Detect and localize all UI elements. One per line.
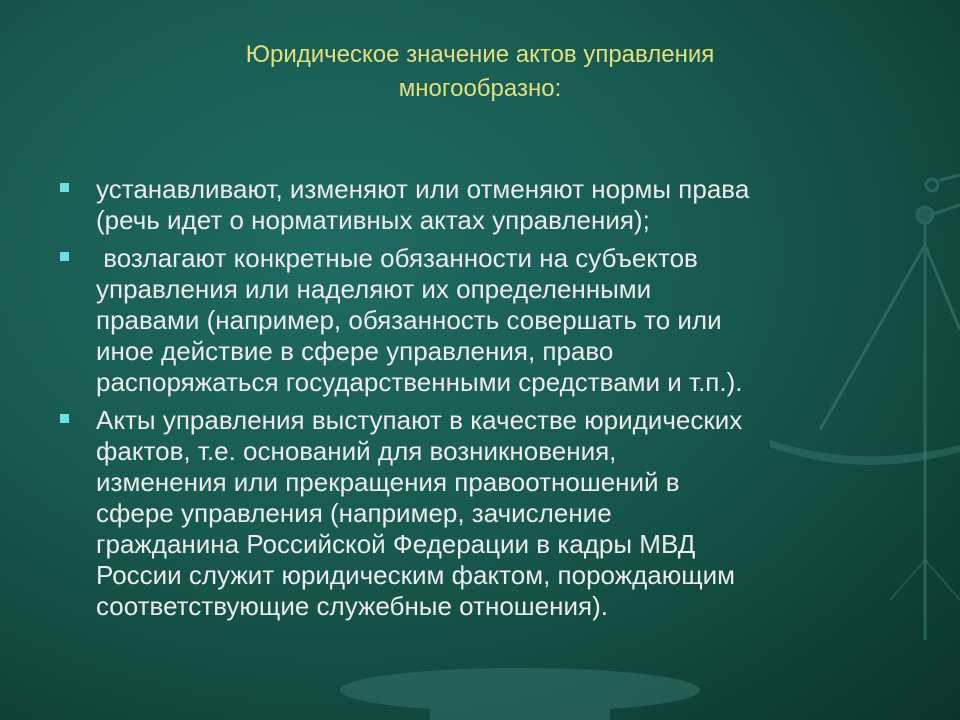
- bullet-line: управления или наделяют их определенными: [96, 274, 652, 304]
- bullet-item: [58, 405, 908, 622]
- bullet-line: изменения или прекращения правоотношений в: [96, 467, 680, 497]
- bullet-line: правами (например, обязанность совершать то или: [96, 305, 722, 335]
- bullet-line: сфере управления (например, зачисление: [96, 498, 612, 528]
- bullet-line: распоряжаться государственными средствами и т.п.).: [96, 367, 743, 397]
- square-bullet-icon: [60, 183, 69, 192]
- slide-title: [0, 38, 960, 106]
- slide-title-line-2: многообразно:: [398, 75, 562, 102]
- square-bullet-icon: [60, 252, 69, 261]
- slide-title-line-1: Юридическое значение актов управления: [245, 41, 715, 68]
- bullet-item: [58, 174, 908, 236]
- bullet-line: Акты управления выступают в качестве юридических: [96, 405, 743, 435]
- bullet-line: России служит юридическим фактом, порождающим: [96, 560, 736, 590]
- square-bullet-icon: [60, 414, 69, 423]
- bullet-line: возлагают конкретные обязанности на субъектов: [96, 243, 698, 273]
- bullet-line: фактов, т.е. оснований для возникновения,: [96, 436, 617, 466]
- bullet-line: (речь идет о нормативных актах управления);: [96, 205, 650, 235]
- bullet-list: [58, 174, 908, 629]
- bullet-item: [58, 243, 908, 398]
- bullet-line: устанавливают, изменяют или отменяют нормы права: [96, 174, 750, 204]
- bullet-line: соответствующие служебные отношения).: [96, 591, 608, 621]
- bullet-line: иное действие в сфере управления, право: [96, 336, 614, 366]
- bullet-line: гражданина Российской Федерации в кадры МВД: [96, 529, 696, 559]
